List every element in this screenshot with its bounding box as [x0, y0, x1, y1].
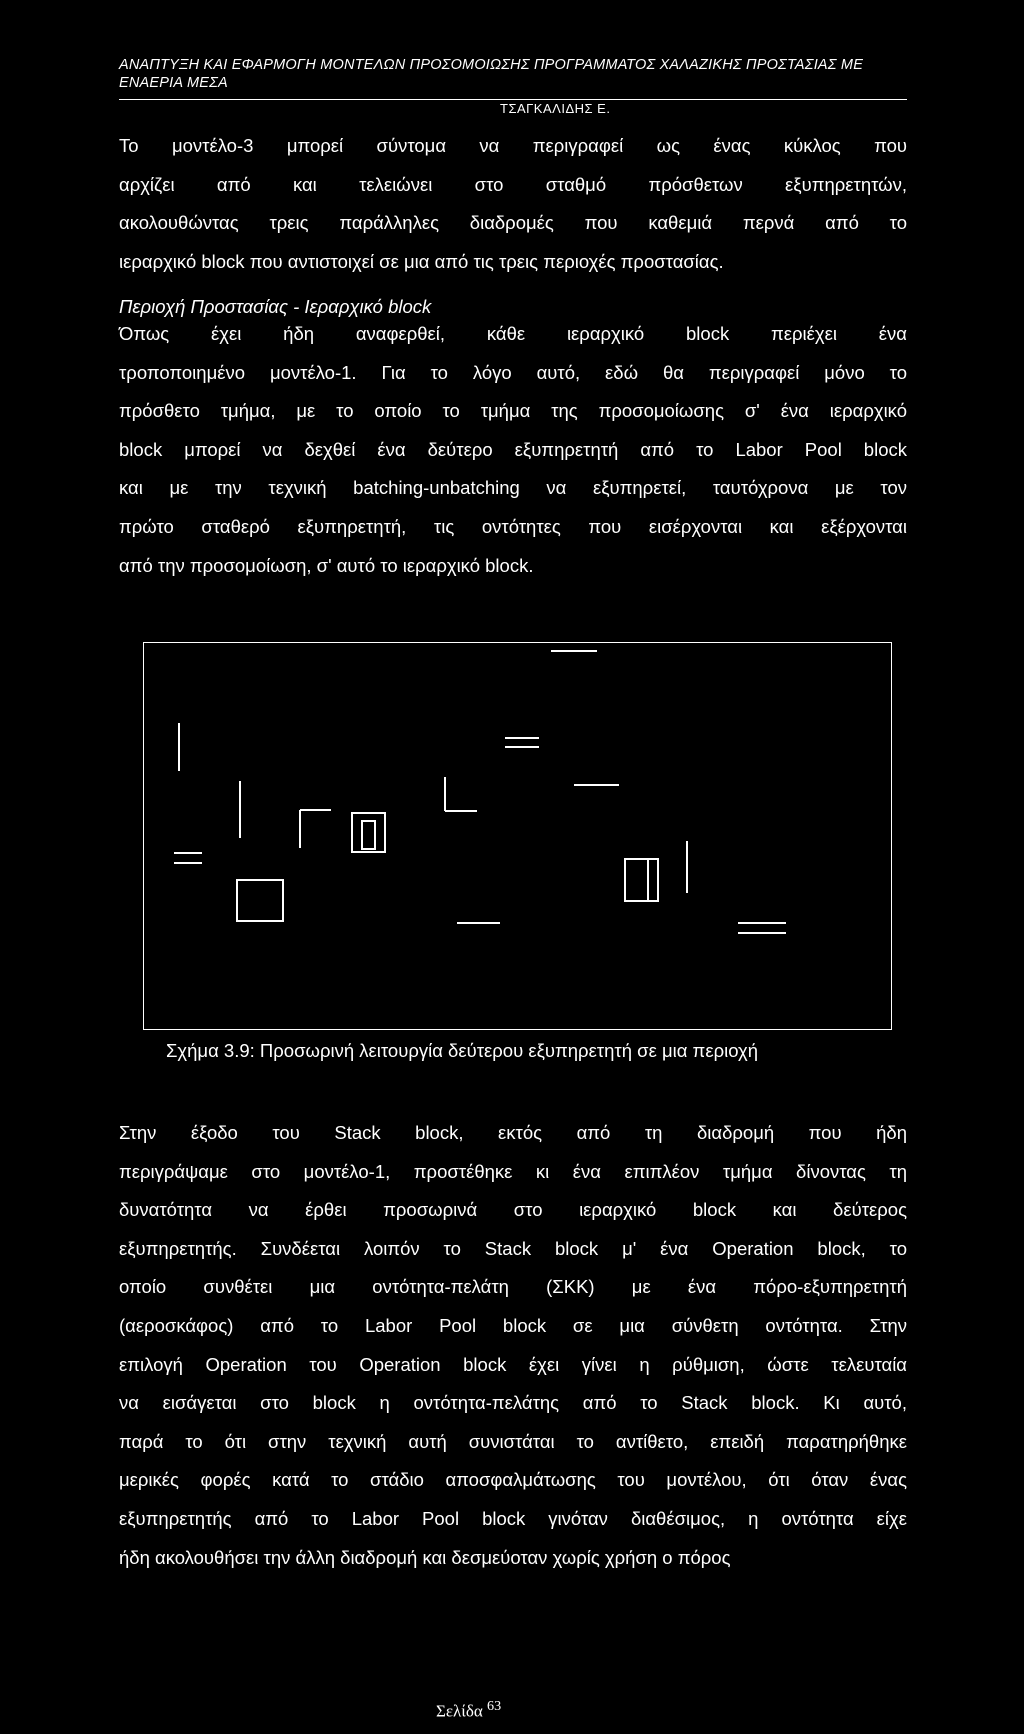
page-number: 63 — [487, 1698, 502, 1714]
figure-3-9 — [143, 642, 892, 1030]
figure-diagram — [144, 643, 891, 1029]
running-header — [119, 56, 907, 92]
text-line: επιλογή Operation του Operation block έχει γίνει η ρύθμιση, ώστε τελευταία — [119, 1353, 907, 1375]
text-line: ιεραρχικό block που αντιστοιχεί σε μια από τις τρεις περιοχές προστασίας. — [119, 250, 724, 272]
text-line: block μπορεί να δεχθεί ένα δεύτερο εξυπηρετητή από το Labor Pool block — [119, 438, 907, 460]
text-line: Όπως έχει ήδη αναφερθεί, κάθε ιεραρχικό block περιέχει ένα — [119, 323, 907, 344]
paragraph-2 — [119, 315, 907, 585]
text-line: αρχίζει από και τελειώνει στο σταθμό πρόσθετων εξυπηρετητών, — [119, 173, 907, 195]
paragraph-3 — [119, 1114, 907, 1577]
text-line: πρόσθετο τμήμα, με το οποίο το τμήμα της προσομοίωσης σ' ένα ιεραρχικό — [119, 400, 907, 422]
text-line: από την προσομοίωση, σ' αυτό το ιεραρχικό block. — [119, 554, 534, 576]
page-footer — [436, 1698, 501, 1722]
text-line: να εισάγεται στο block η οντότητα-πελάτης από το Stack block. Κι αυτό, — [119, 1392, 907, 1414]
text-line: (αεροσκάφος) από το Labor Pool block σε μια σύνθετη οντότητα. Στην — [119, 1314, 907, 1336]
text-line: μερικές φορές κατά το στάδιο αποσφαλμάτωσης του μοντέλου, ότι όταν ένας — [119, 1469, 907, 1491]
text-line: Στην έξοδο του Stack block, εκτός από τη διαδρομή που ήδη — [119, 1122, 907, 1143]
figure-caption: Σχήμα 3.9: Προσωρινή λειτουργία δεύτερου εξυπηρετητή σε μια περιοχή — [166, 1040, 758, 1061]
section-heading: Περιοχή Προστασίας - Ιεραρχικό block — [119, 296, 432, 317]
text-line: εξυπηρετητής. Συνδέεται λοιπόν το Stack block μ' ένα Operation block, το — [119, 1237, 907, 1259]
text-line: πρώτο σταθερό εξυπηρετητή, τις οντότητες που εισέρχονται και εξέρχονται — [119, 515, 907, 537]
text-line: ακολουθώντας τρεις παράλληλες διαδρομές που καθεμιά περνά από το — [119, 212, 907, 234]
page-label: Σελίδα — [436, 1701, 483, 1721]
text-line: και με την τεχνική batching-unbatching να εξυπηρετεί, ταυτόχρονα με τον — [119, 477, 907, 499]
running-title-line2: ΕΝΑΕΡΙΑ ΜΕΣΑ — [119, 75, 228, 91]
text-line: περιγράψαμε στο μοντέλο-1, προστέθηκε κι ένα επιπλέον τμήμα δίνοντας τη — [119, 1160, 907, 1182]
text-line: παρά το ότι στην τεχνική αυτή συνιστάται το αντίθετο, επειδή παρατηρήθηκε — [119, 1430, 907, 1452]
header-rule — [119, 99, 907, 100]
paragraph-1 — [119, 127, 907, 281]
author: ΤΣΑΓΚΑΛΙΔΗΣ Ε. — [500, 101, 611, 116]
text-line: ήδη ακολουθήσει την άλλη διαδρομή και δεσμεύοταν χωρίς χρήση ο πόρος — [119, 1546, 731, 1568]
text-line: τροποποιημένο μοντέλο-1. Για το λόγο αυτό, εδώ θα περιγραφεί μόνο το — [119, 361, 907, 383]
text-line: Το μοντέλο-3 μπορεί σύντομα να περιγραφεί ως ένας κύκλος που — [119, 135, 907, 156]
text-line: εξυπηρετητής από το Labor Pool block γινόταν διαθέσιμος, η οντότητα είχε — [119, 1507, 907, 1529]
text-line: οποίο συνθέτει μια οντότητα-πελάτη (ΣΚΚ) με ένα πόρο-εξυπηρετητή — [119, 1276, 907, 1298]
text-line: δυνατότητα να έρθει προσωρινά στο ιεραρχικό block και δεύτερος — [119, 1199, 907, 1221]
running-title-line1: ΑΝΑΠΤΥΞΗ ΚΑΙ ΕΦΑΡΜΟΓΗ ΜΟΝΤΕΛΩΝ ΠΡΟΣΟΜΟΙΩΣΗΣ ΠΡΟΓΡΑΜΜΑΤΟΣ ΧΑΛΑΖΙΚΗΣ ΠΡΟΣΤΑΣΙΑΣ ΜΕ — [119, 57, 864, 73]
